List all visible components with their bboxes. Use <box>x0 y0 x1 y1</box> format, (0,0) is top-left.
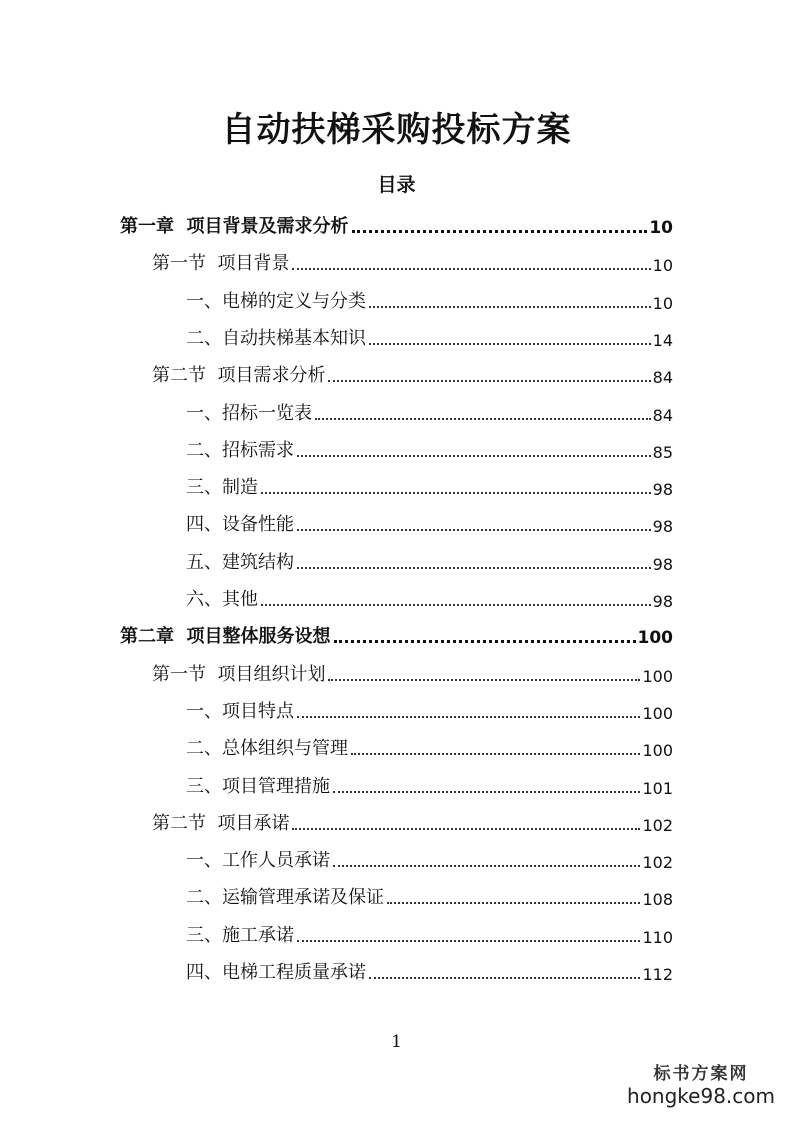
toc-entry-label: 三、制造 <box>186 477 258 498</box>
toc-entry[interactable] <box>186 875 673 909</box>
document-title: 自动扶梯采购投标方案 <box>221 110 572 150</box>
toc-entry-label: 第一章 项目背景及需求分析 <box>120 216 349 237</box>
toc-entry-page: 98 <box>652 517 673 536</box>
watermark <box>627 1059 775 1108</box>
toc-entry-label: 四、设备性能 <box>186 514 294 535</box>
toc-entry-label: 三、施工承诺 <box>186 925 294 946</box>
toc-entry[interactable] <box>186 950 673 984</box>
toc-entry-page: 85 <box>652 443 673 462</box>
toc-entry[interactable] <box>152 353 673 387</box>
toc-entry-label: 第一节 项目组织计划 <box>152 664 326 685</box>
toc-leader-dots <box>292 268 650 270</box>
toc-entry[interactable] <box>186 838 673 872</box>
toc-entry-page: 108 <box>642 890 673 909</box>
toc-leader-dots <box>315 418 651 420</box>
toc-entry-label: 第一节 项目背景 <box>152 253 290 274</box>
toc-entry[interactable] <box>120 614 673 648</box>
toc-leader-dots <box>292 828 640 830</box>
toc-entry-label: 二、总体组织与管理 <box>186 738 348 759</box>
toc-leader-dots <box>369 977 640 979</box>
toc-entry-page: 101 <box>642 779 673 798</box>
toc-entry-label: 三、项目管理措施 <box>186 776 330 797</box>
toc-entry-page: 98 <box>652 592 673 611</box>
toc-entry-label: 第二节 项目需求分析 <box>152 365 326 386</box>
toc-heading: 目录 <box>377 174 416 196</box>
toc-entry[interactable] <box>186 726 673 760</box>
toc-entry-label: 二、自动扶梯基本知识 <box>186 328 366 349</box>
toc-leader-dots <box>387 902 640 904</box>
toc-entry-page: 84 <box>652 368 673 387</box>
toc-entry[interactable] <box>186 502 673 536</box>
toc-leader-dots <box>261 492 651 494</box>
toc-entry-page: 10 <box>652 294 673 313</box>
toc-entry[interactable] <box>152 652 673 686</box>
toc-entry-label: 第二节 项目承诺 <box>152 813 290 834</box>
toc-leader-dots <box>328 380 650 382</box>
toc-entry-label: 二、招标需求 <box>186 440 294 461</box>
toc-entry-page: 100 <box>642 741 673 760</box>
toc-leader-dots <box>351 753 640 755</box>
toc-entry-label: 二、运输管理承诺及保证 <box>186 887 384 908</box>
toc-entry[interactable] <box>186 428 673 462</box>
toc-leader-dots <box>352 230 648 233</box>
toc-entry-page: 98 <box>652 480 673 499</box>
toc-entry[interactable] <box>186 279 673 313</box>
toc-entry-page: 100 <box>642 667 673 686</box>
toc-entry-page: 100 <box>642 704 673 723</box>
toc-entry-label: 第二章 项目整体服务设想 <box>120 626 331 647</box>
watermark-cn: 标书方案网 <box>653 1064 749 1084</box>
toc-entry[interactable] <box>152 801 673 835</box>
toc-entry[interactable] <box>186 391 673 425</box>
toc-leader-dots <box>334 640 636 643</box>
toc-leader-dots <box>261 604 651 606</box>
toc-entry-label: 五、建筑结构 <box>186 552 294 573</box>
toc-leader-dots <box>297 716 640 718</box>
toc-entry-page: 100 <box>637 628 673 648</box>
toc-entry-label: 一、招标一览表 <box>186 403 312 424</box>
toc-entry-page: 10 <box>649 218 673 238</box>
toc-entry-page: 110 <box>642 928 673 947</box>
toc-entry-label: 一、项目特点 <box>186 701 294 722</box>
toc-entry-page: 102 <box>642 816 673 835</box>
toc-leader-dots <box>297 567 651 569</box>
toc-entry-page: 84 <box>652 406 673 425</box>
toc-entry-page: 10 <box>652 256 673 275</box>
toc-entry-label: 一、工作人员承诺 <box>186 850 330 871</box>
toc-leader-dots <box>297 940 640 942</box>
toc-entry[interactable] <box>186 465 673 499</box>
toc-leader-dots <box>333 791 640 793</box>
toc-leader-dots <box>333 865 640 867</box>
toc-leader-dots <box>369 306 651 308</box>
toc-entry-page: 98 <box>652 555 673 574</box>
toc-entry[interactable] <box>186 316 673 350</box>
toc-entry[interactable] <box>152 241 673 275</box>
page-number: 1 <box>391 1032 402 1052</box>
toc-entry-label: 一、电梯的定义与分类 <box>186 291 366 312</box>
toc-entry[interactable] <box>186 913 673 947</box>
watermark-en: hongke98.com <box>627 1084 775 1108</box>
toc-entry[interactable] <box>186 540 673 574</box>
toc-entry-page: 102 <box>642 853 673 872</box>
toc-entry-label: 四、电梯工程质量承诺 <box>186 962 366 983</box>
toc-entry[interactable] <box>120 204 673 238</box>
toc-entry-label: 六、其他 <box>186 589 258 610</box>
toc-leader-dots <box>297 455 651 457</box>
toc-entry[interactable] <box>186 577 673 611</box>
toc-entry-page: 14 <box>652 331 673 350</box>
toc-leader-dots <box>297 529 651 531</box>
toc-entry[interactable] <box>186 689 673 723</box>
toc-leader-dots <box>328 679 640 681</box>
toc-entry-page: 112 <box>642 965 673 984</box>
toc-leader-dots <box>369 343 651 345</box>
toc-entry[interactable] <box>186 764 673 798</box>
